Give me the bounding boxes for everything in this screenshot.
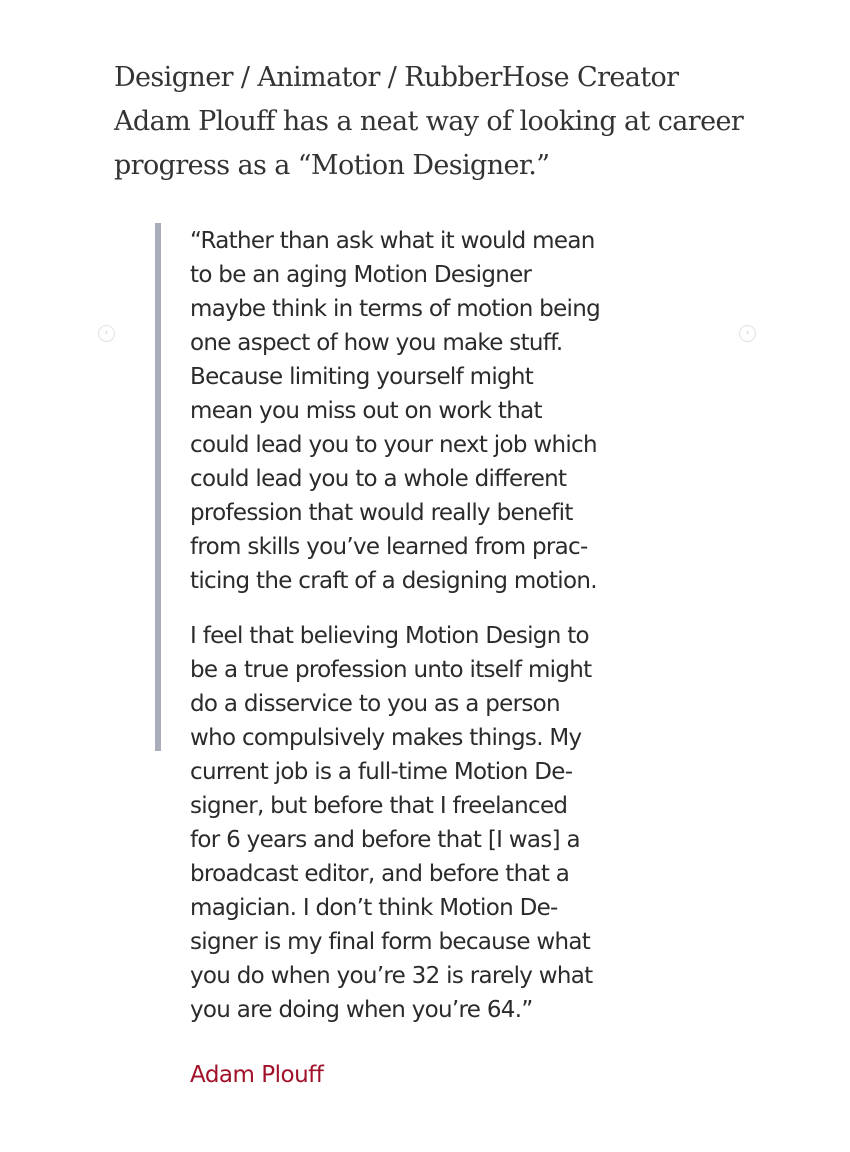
quote-line: broadcast editor, and before that a xyxy=(190,861,570,887)
intro-line: Adam Plouff has a neat way of looking at career xyxy=(114,106,744,137)
chevron-left-icon: ‹ xyxy=(104,328,109,338)
quote-line: one aspect of how you make stuff. xyxy=(190,330,563,356)
quote-line: signer is my final form because what xyxy=(190,929,591,955)
quote-line: maybe think in terms of motion being xyxy=(190,296,601,322)
quote-line: ticing the craft of a designing motion. xyxy=(190,568,597,594)
quote-line: signer, but before that I freelanced xyxy=(190,793,568,819)
quote-line: for 6 years and before that [I was] a xyxy=(190,827,580,853)
quote-line: profession that would really benefit xyxy=(190,500,573,526)
quote-line: could lead you to a whole different xyxy=(190,466,567,492)
quote-line: to be an aging Motion Designer xyxy=(190,262,532,288)
quote-line: mean you miss out on work that xyxy=(190,398,542,424)
quote-line: Because limiting yourself might xyxy=(190,364,534,390)
carousel-prev-button[interactable] xyxy=(98,325,115,342)
quote-line: be a true profession unto itself might xyxy=(190,657,592,683)
blockquote xyxy=(190,224,670,1027)
quote-line: you are doing when you’re 64.” xyxy=(190,997,533,1023)
chevron-right-icon: › xyxy=(745,328,750,338)
quote-paragraph xyxy=(190,619,670,1027)
quote-line: who compulsively makes things. My xyxy=(190,725,582,751)
quote-line: from skills you’ve learned from prac- xyxy=(190,534,588,560)
quote-line: do a disservice to you as a person xyxy=(190,691,560,717)
blockquote-bar xyxy=(155,223,161,751)
quote-line: current job is a full-time Motion De- xyxy=(190,759,573,785)
quote-line: I feel that believing Motion Design to xyxy=(190,623,589,649)
quote-line: you do when you’re 32 is rarely what xyxy=(190,963,593,989)
article-intro xyxy=(114,56,754,188)
quote-attribution: Adam Plouff xyxy=(190,1062,324,1088)
quote-line: “Rather than ask what it would mean xyxy=(190,228,595,254)
quote-line: could lead you to your next job which xyxy=(190,432,597,458)
carousel-next-button[interactable] xyxy=(739,325,756,342)
intro-line: Designer / Animator / RubberHose Creator xyxy=(114,62,679,93)
quote-paragraph xyxy=(190,224,670,598)
intro-line: progress as a “Motion Designer.” xyxy=(114,150,550,181)
quote-line: magician. I don’t think Motion De- xyxy=(190,895,558,921)
